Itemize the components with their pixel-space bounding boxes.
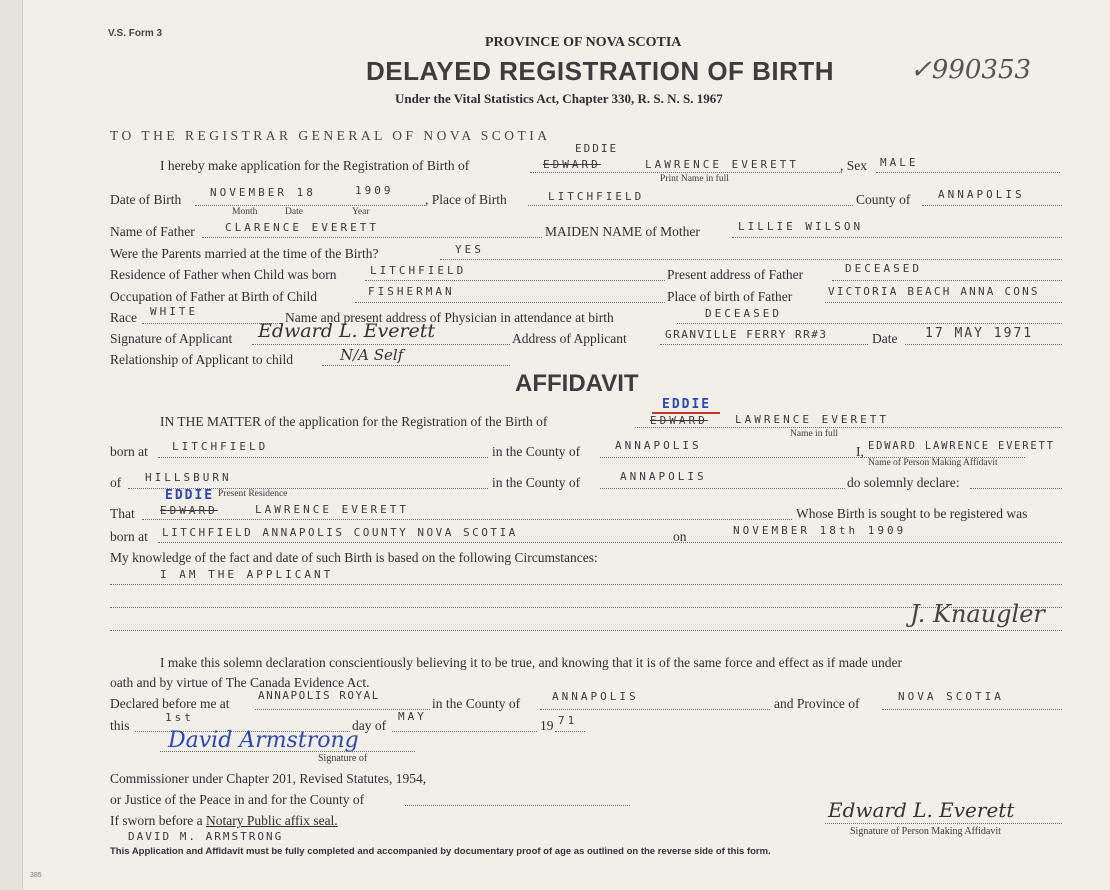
of-value: HILLSBURN — [145, 471, 232, 484]
side-signature: J. Knaugler — [910, 600, 1045, 628]
province-heading: PROVINCE OF NOVA SCOTIA — [485, 35, 682, 50]
child-name: LAWRENCE EVERETT — [645, 158, 799, 171]
month-value: MAY — [398, 710, 427, 723]
declared-place-value: ANNAPOLIS ROYAL — [258, 689, 380, 702]
race-value: WHITE — [150, 305, 199, 318]
sex-value: MALE — [880, 156, 919, 169]
circumstances-value: I AM THE APPLICANT — [160, 568, 334, 581]
year-suffix: 71 — [558, 714, 578, 727]
address-label: Address of Applicant — [512, 331, 627, 346]
county2-value: ANNAPOLIS — [620, 470, 707, 483]
signature-label: Signature of Applicant — [110, 331, 233, 346]
child-name-crossed: EDWARD — [543, 158, 601, 171]
mother-value: LILLIE WILSON — [738, 220, 864, 233]
born-at-value: LITCHFIELD — [172, 440, 269, 453]
date-caption: Date — [285, 207, 303, 217]
physician-value: DECEASED — [705, 307, 782, 320]
commissioner-signature: David Armstrong — [168, 728, 359, 753]
day-value: 1st — [165, 711, 194, 724]
declared-county-label: in the County of — [432, 696, 521, 711]
signature-of-caption: Signature of — [318, 753, 368, 764]
form-number: V.S. Form 3 — [108, 28, 163, 39]
address-value: GRANVILLE FERRY RR#3 — [665, 328, 828, 341]
paper-edge — [0, 0, 23, 890]
footer-note: This Application and Affidavit must be fully completed and accompanied by documentary proof of age as outlined on the reverse side of this form. — [110, 846, 771, 857]
county2-label: in the County of — [492, 475, 581, 490]
child-name-correction: EDDIE — [575, 142, 619, 155]
deponent-caption: Name of Person Making Affidavit — [868, 458, 998, 468]
father-birthplace-label: Place of birth of Father — [667, 289, 793, 304]
residence-value: LITCHFIELD — [370, 264, 467, 277]
matter-text: IN THE MATTER of the application for the Registration of the Birth of — [160, 414, 548, 429]
year-prefix: 19 — [540, 718, 554, 733]
registrar-line: TO THE REGISTRAR GENERAL OF NOVA SCOTIA — [110, 128, 551, 143]
print-name-caption: Print Name in full — [660, 174, 729, 184]
residence-label: Residence of Father when Child was born — [110, 267, 337, 282]
affidavit-name: LAWRENCE EVERETT — [735, 413, 889, 426]
day-of-label: day of — [352, 718, 387, 733]
province-label: and Province of — [774, 696, 860, 711]
of-label: of — [110, 475, 122, 490]
married-value: YES — [455, 243, 484, 256]
deponent-name: EDWARD LAWRENCE EVERETT — [868, 440, 1055, 452]
affidavit-heading: AFFIDAVIT — [515, 370, 639, 397]
file-number: ✓990353 — [910, 55, 1032, 85]
deponent-signature: Edward L. Everett — [828, 798, 1015, 822]
race-label: Race — [110, 310, 137, 325]
county-label-affidavit: in the County of — [492, 444, 581, 459]
that-name-correction: EDDIE — [165, 488, 215, 503]
i-label: I, — [856, 444, 864, 459]
born-at2-value: LITCHFIELD ANNAPOLIS COUNTY NOVA SCOTIA — [162, 526, 518, 539]
that-label: That — [110, 506, 135, 521]
affidavit-name-correction: EDDIE — [662, 397, 712, 412]
county-value-affidavit: ANNAPOLIS — [615, 439, 702, 452]
born-at2-label: born at — [110, 529, 148, 544]
born-at-label: born at — [110, 444, 148, 459]
physician-label: Name and present address of Physician in attendance at birth — [285, 310, 614, 325]
commissioner-line: Commissioner under Chapter 201, Revised Statutes, 1954, — [110, 771, 427, 786]
that-name-crossed: EDWARD — [160, 504, 218, 517]
justice-line: or Justice of the Peace in and for the County of — [110, 792, 365, 807]
year-caption: Year — [352, 207, 370, 217]
declared-county-value: ANNAPOLIS — [552, 690, 639, 703]
father-value: CLARENCE EVERETT — [225, 221, 379, 234]
relationship-label: Relationship of Applicant to child — [110, 352, 293, 367]
mother-label: MAIDEN NAME of Mother — [545, 224, 700, 239]
page-subtitle: Under the Vital Statistics Act, Chapter 330, R. S. N. S. 1967 — [395, 91, 723, 106]
application-intro: I hereby make application for the Registration of Birth of — [160, 158, 470, 173]
county-label: County of — [856, 192, 911, 207]
date-value: 17 MAY 1971 — [925, 326, 1034, 341]
month-caption: Month — [232, 207, 258, 217]
this-label: this — [110, 718, 130, 733]
present-residence-caption: Present Residence — [218, 489, 288, 499]
that-name: LAWRENCE EVERETT — [255, 503, 409, 516]
on-value: NOVEMBER 18th 1909 — [733, 524, 907, 537]
dob-month-day: NOVEMBER 18 — [210, 186, 316, 199]
place-label: , Place of Birth — [425, 192, 507, 207]
sex-label: , Sex — [840, 158, 867, 173]
place-value: LITCHFIELD — [548, 190, 645, 203]
father-birthplace-value: VICTORIA BEACH ANNA CONS — [828, 285, 1040, 298]
dob-label: Date of Birth — [110, 192, 182, 207]
married-label: Were the Parents married at the time of the Birth? — [110, 246, 379, 261]
on-label: on — [673, 529, 687, 544]
declaration-line-1: I make this solemn declaration conscientiously believing it to be true, and knowing that it is of the same force and effect as if made under — [160, 655, 903, 670]
deponent-signature-caption: Signature of Person Making Affidavit — [850, 826, 1001, 837]
relationship-value: N/A Self — [340, 346, 404, 364]
page-title: DELAYED REGISTRATION OF BIRTH — [366, 56, 835, 86]
name-in-full-caption: Name in full — [790, 429, 839, 439]
sworn-line: If sworn before a Notary Public affix seal. — [110, 813, 338, 828]
affidavit-name-crossed: EDWARD — [650, 414, 708, 427]
date-label: Date — [872, 331, 898, 346]
province-value: NOVA SCOTIA — [898, 690, 1004, 703]
county-value: ANNAPOLIS — [938, 188, 1025, 201]
commissioner-printed-name: DAVID M. ARMSTRONG — [128, 830, 284, 843]
corner-code: 385 — [30, 872, 42, 879]
occupation-value: FISHERMAN — [368, 285, 455, 298]
applicant-signature: Edward L. Everett — [258, 320, 436, 342]
present-address-label: Present address of Father — [667, 267, 804, 282]
declare-label: do solemnly declare: — [847, 475, 960, 490]
father-label: Name of Father — [110, 224, 195, 239]
knowledge-label: My knowledge of the fact and date of such Birth is based on the following Circumstances: — [110, 550, 598, 565]
dob-year: 1909 — [355, 184, 394, 197]
occupation-label: Occupation of Father at Birth of Child — [110, 289, 317, 304]
whose-birth-label: Whose Birth is sought to be registered was — [796, 506, 1028, 521]
present-address-value: DECEASED — [845, 262, 922, 275]
declaration-line-2: oath and by virtue of The Canada Evidence Act. — [110, 675, 370, 690]
declared-label: Declared before me at — [110, 696, 230, 711]
